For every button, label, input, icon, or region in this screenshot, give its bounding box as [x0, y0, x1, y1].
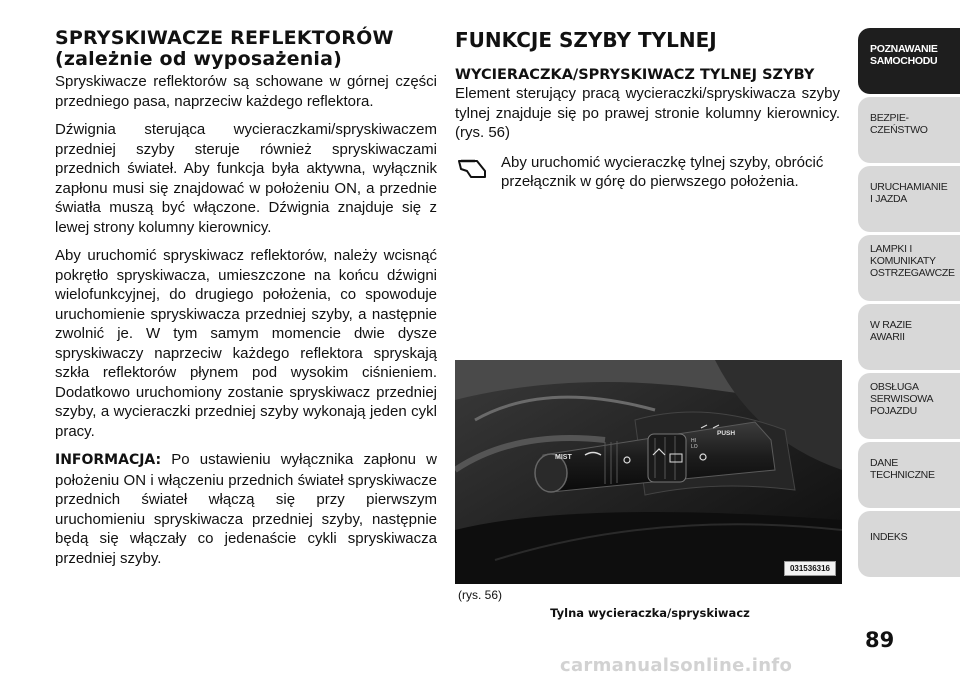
section-title: FUNKCJE SZYBY TYLNEJ: [455, 28, 717, 52]
page-number: 89: [865, 628, 895, 652]
figure-reference: (rys. 56): [458, 588, 503, 602]
lever-label-lo: LO: [691, 444, 698, 450]
lever-label-mist: MIST: [555, 454, 572, 461]
note-paragraph: [55, 450, 437, 568]
paragraph: Dźwignia sterująca wycieraczkami/spryskiwaczem przedniej szyby steruje również spryskiwaczami przednich świateł. Aby funkcja była aktywna, wyłącznik zapłonu musi się znajdować w położeniu ON, a przednie światła muszą być włączone. Dźwignia znajduje się z lewej strony kolumny kierownicy.: [55, 121, 437, 236]
paragraph: Spryskiwacze reflektorów są schowane w górnej części przedniego pasa, naprzeciw każdego reflektora.: [55, 73, 437, 110]
section-title: [55, 28, 437, 70]
tab-uruchamianie-i-jazda[interactable]: URUCHAMIANIE I JAZDA: [858, 166, 960, 232]
figure-photo: [455, 360, 842, 584]
section-title-line2: (zależnie od wyposażenia): [55, 48, 343, 70]
lever-label-push: PUSH: [717, 430, 736, 437]
chapter-tabs: [858, 28, 960, 580]
tab-bezpieczenstwo[interactable]: BEZPIE- CZEŃSTWO: [858, 97, 960, 163]
tab-indeks[interactable]: INDEKS: [858, 511, 960, 577]
figure-code: 031536316: [784, 561, 836, 576]
tab-w-razie-awarii[interactable]: W RAZIE AWARII: [858, 304, 960, 370]
paragraph: Aby uruchomić spryskiwacz reflektorów, należy wcisnąć pokrętło spryskiwacza, umieszczone na końcu dźwigni wielofunkcyjnej, do drugiego położenia, co spowoduje uruchomienie spryskiwacza przedniej szyby, a następnie zwolnić je. W tym samym momencie dwie dysze spryskiwaczy naprzeciw każdego reflektora spryskają szkła reflektorów płynem pod wysokim ciśnieniem. Dodatkowo uruchomiony zostanie spryskiwacz przedniej szyby, a wycieraczki przedniej szyby wykonają jeden cykl pracy.: [55, 247, 437, 440]
right-column: [455, 28, 840, 192]
tab-obsluga-serwisowa[interactable]: OBSŁUGA SERWISOWA POJAZDU: [858, 373, 960, 439]
note-text: Po ustawieniu wyłącznika zapłonu w położeniu ON i włączeniu przednich świateł spryskiwacze przednich świateł włączą się przy pierwszym uruchomieniu spryskiwacza przedniej szyby, następnie będą się włączały co jedenaście cykli spryskiwacza przedniej szyby.: [55, 451, 437, 567]
tip: [455, 153, 840, 192]
tab-poznawanie-samochodu[interactable]: POZNAWANIE SAMOCHODU: [858, 28, 960, 94]
note-label: INFORMACJA:: [55, 452, 162, 468]
tab-dane-techniczne[interactable]: DANE TECHNICZNE: [858, 442, 960, 508]
lever-photo-illustration: [455, 360, 842, 584]
tip-text: Aby uruchomić wycieraczkę tylnej szyby, obrócić przełącznik w górę do pierwszego położenia.: [501, 153, 824, 190]
watermark: carmanualsonline.info: [560, 655, 793, 676]
hand-pointer-icon: [457, 157, 491, 179]
subsection-title: WYCIERACZKA/SPRYSKIWACZ TYLNEJ SZYBY: [455, 67, 815, 83]
figure-caption: Tylna wycieraczka/spryskiwacz: [550, 606, 750, 620]
tab-lampki-i-komunikaty[interactable]: LAMPKI I KOMUNIKATY OSTRZEGAWCZE: [858, 235, 960, 301]
section-title-line1: SPRYSKIWACZE REFLEKTORÓW: [55, 27, 394, 49]
lever-label-hi: HI: [691, 438, 696, 444]
paragraph: Element sterujący pracą wycieraczki/spryskiwacza szyby tylnej znajduje się po prawej stronie kolumny kierownicy. (rys. 56): [455, 85, 840, 141]
left-column: [55, 28, 437, 568]
